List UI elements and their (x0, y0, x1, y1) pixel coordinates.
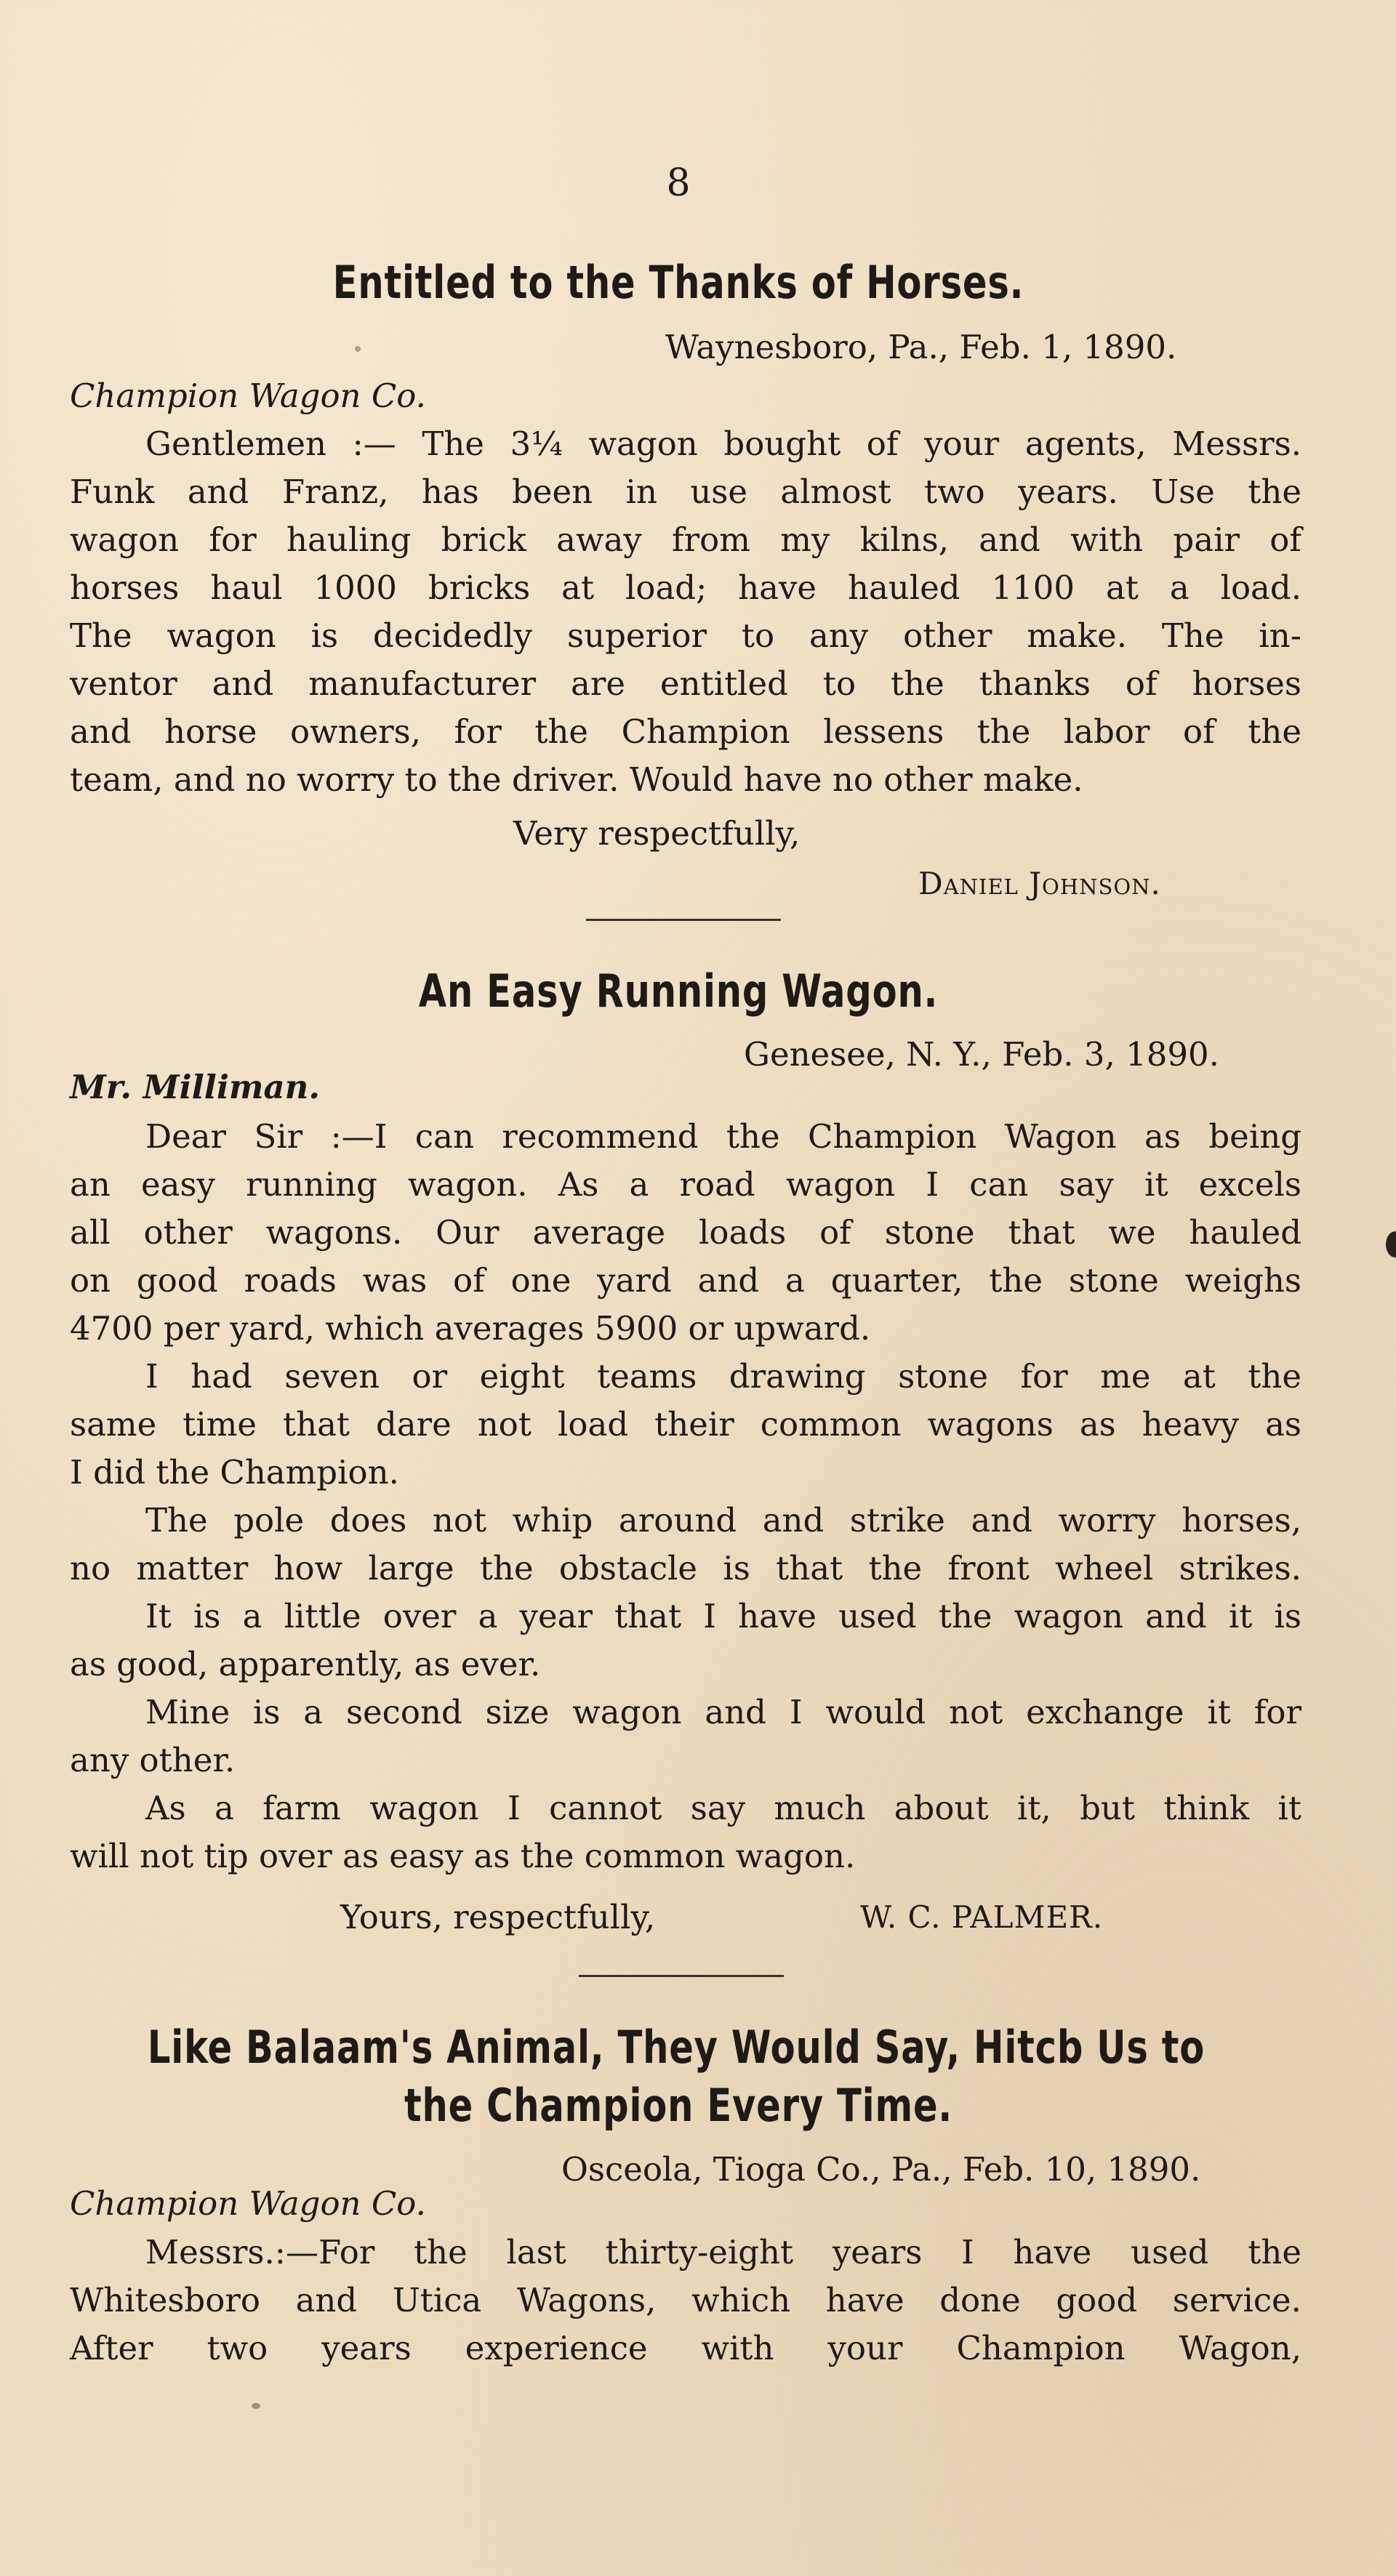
section-3-paragraph-1: Messrs.:—For the last thirty-eight years I have used the Whitesboro and Utica Wagons, which have done good service. After two years experience with your Champion Wagon, (70, 2233, 1301, 2367)
section-3-salutation: Champion Wagon Co. (70, 2184, 426, 2223)
section-3-body (70, 2229, 1301, 2372)
section-1-salutation: Champion Wagon Co. (70, 377, 426, 415)
section-1-body (70, 420, 1301, 804)
ink-blot (1386, 1231, 1396, 1257)
section-2-salutation: Mr. Milliman. (70, 1068, 321, 1106)
section-3-dateline: Osceola, Tioga Co., Pa., Feb. 10, 1890. (561, 2150, 1201, 2189)
section-2-paragraph-1: Dear Sir :—I can recommend the Champion Wagon as being an easy running wagon. As a road wagon I can say it excels all other wagons. Our average loads of stone that we hauled on good roads was of one yard and a quarter, the stone weighs 4700 per yard, which averages 5900 or upward. (70, 1117, 1301, 1348)
paper-speck (355, 346, 361, 352)
section-2-signature: W. C. PALMER. (860, 1899, 1104, 1935)
section-2-paragraph-4: It is a little over a year that I have used the wagon and it is as good, apparently, as ever. (70, 1597, 1301, 1683)
section-2-heading: An Easy Running Wagon. (418, 965, 939, 1018)
section-2-paragraph-5: Mine is a second size wagon and I would not exchange it for any other. (70, 1693, 1301, 1779)
section-2-body (70, 1113, 1301, 1880)
section-1-signature: Daniel Johnson. (918, 866, 1161, 901)
section-3-heading-line-2: the Champion Every Time. (404, 2079, 953, 2132)
section-2-closing: Yours, respectfully, (340, 1898, 656, 1936)
section-2-paragraph-3: The pole does not whip around and strike and worry horses, no matter how large the obstacle is that the front wheel strikes. (70, 1501, 1301, 1587)
section-divider (586, 919, 781, 921)
section-3-heading-line-1: Like Balaam's Animal, They Would Say, Hitcb Us to (147, 2021, 1206, 2074)
section-2-paragraph-6: As a farm wagon I cannot say much about it, but think it will not tip over as easy as the common wagon. (70, 1789, 1301, 1875)
paper-speck (252, 2403, 260, 2409)
section-2-paragraph-2: I had seven or eight teams drawing stone for me at the same time that dare not load their common wagons as heavy as I did the Champion. (70, 1357, 1301, 1492)
page-number: 8 (666, 161, 691, 205)
section-2-dateline: Genesee, N. Y., Feb. 3, 1890. (744, 1035, 1219, 1074)
section-1-dateline: Waynesboro, Pa., Feb. 1, 1890. (665, 328, 1177, 366)
section-1-paragraph-1: Gentlemen :— The 3¼ wagon bought of your agents, Messrs. Funk and Franz, has been in use almost two years. Use the wagon for hauling brick away from my kilns, and with pair of horses haul 1000 bricks at load; have hauled 1100 at a load. The wagon is decidedly superior to any other make. The in- ventor and manufacturer are entitled to the thanks of horses and horse owners, for the Champion lessens the labor of the team, and no worry to the driver. Would have no other make. (70, 424, 1301, 799)
section-1-closing: Very respectfully, (513, 814, 801, 853)
section-1-heading: Entitled to the Thanks of Horses. (332, 256, 1024, 309)
section-divider (579, 1975, 784, 1977)
